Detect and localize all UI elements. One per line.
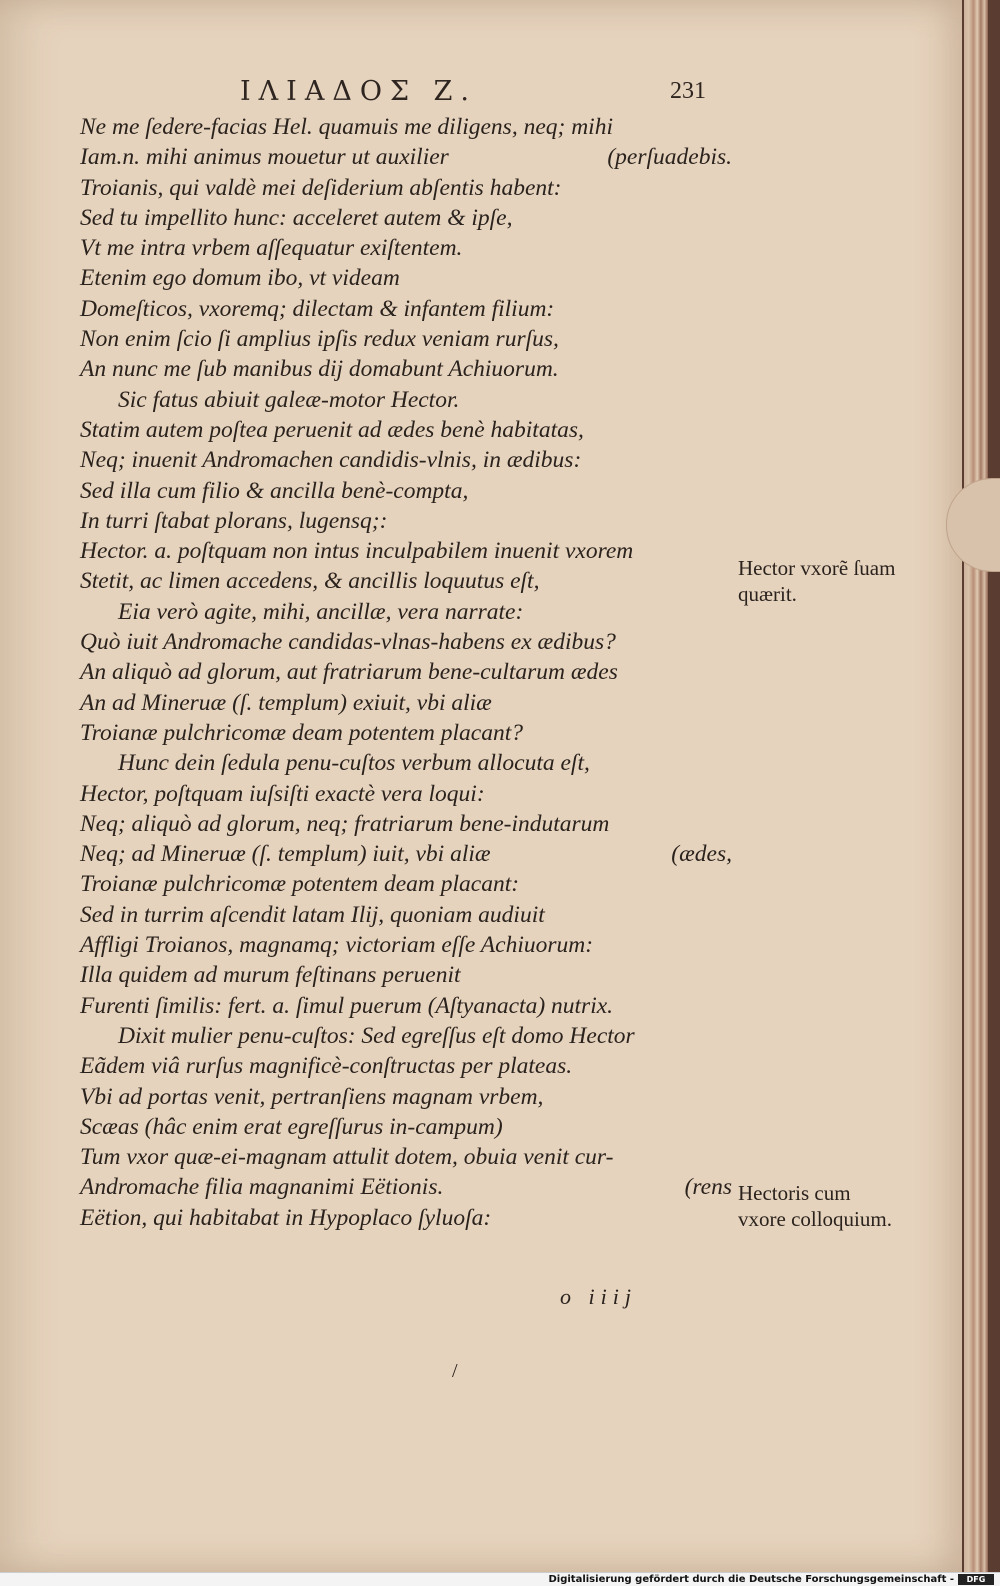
text-line-main: Neq; inuenit Andromachen candidis-vlnis, in ædibus: [80,447,582,474]
text-line [80,991,740,1021]
text-line [80,900,740,930]
text-line-main: Troianis, qui valdè mei deſiderium abſentis habent: [80,174,562,201]
text-line [80,930,740,960]
text-line [80,718,740,748]
text-line-main: Troianæ pulchricomæ potentem deam placant: [80,871,520,898]
text-line-main: An nunc me ſub manibus dij domabunt Achiuorum. [80,356,559,383]
text-line-main: Eëtion, qui habitabat in Hypoplaco ſyluoſa: [80,1204,492,1231]
text-line [80,536,740,566]
text-line-main: An ad Mineruæ (ſ. templum) exiuit, vbi aliæ [80,689,492,716]
text-line-main: Statim autem poſtea peruenit ad ædes benè habitatas, [80,416,584,443]
text-line-main: Neq; ad Mineruæ (ſ. templum) iuit, vbi aliæ [80,841,491,868]
verse-text [80,112,740,1233]
marginal-note: Hectoris cum vxore colloquium. [738,1181,892,1231]
text-line [80,142,740,172]
text-line-main: Hector, poſtquam iuſsiſti exactè vera loqui: [80,780,485,807]
text-line [80,657,740,687]
footer-bar [0,1572,1000,1586]
text-line [80,960,740,990]
text-line [80,476,740,506]
text-line-main: Quò iuit Andromache candidas-vlnas-habens ex ædibus? [80,629,616,656]
text-line [80,1082,740,1112]
text-line-main: Iam.n. mihi animus mouetur ut auxilier [80,144,449,171]
text-line-main: Sed illa cum filio & ancilla benè-compta, [80,477,469,504]
text-line-main: Scæas (hâc enim erat egreſſurus in-campum) [80,1113,503,1140]
text-line [80,566,740,596]
text-line [80,1142,740,1172]
text-line [80,839,740,869]
text-line [80,627,740,657]
text-line-main: Hector. a. poſtquam non intus inculpabilem inuenit vxorem [80,538,634,565]
text-line-main: Tum vxor quæ-ei-magnam attulit dotem, obuia venit cur- [80,1144,614,1171]
text-line [80,506,740,536]
text-line [80,748,740,778]
page-stack [964,0,988,1572]
text-line-main: Dixit mulier penu-cuſtos: Sed egreſſus eſt domo Hector [118,1022,635,1049]
text-line [80,173,740,203]
text-line [80,779,740,809]
text-line-main: Hunc dein ſedula penu-cuſtos verbum allocuta eſt, [118,750,590,777]
text-line [80,112,740,142]
running-head: ΙΛΙΑΔΟΣ Ζ. [240,76,477,107]
text-line [80,597,740,627]
text-line [80,688,740,718]
text-line [80,1112,740,1142]
footer-credit: Digitalisierung gefördert durch die Deutsche Forschungsgemeinschaft - [548,1574,954,1585]
text-line-main: Furenti ſimilis: fert. a. ſimul puerum (Aſtyanacta) nutrix. [80,992,614,1019]
text-line-main: Ne me ſedere-facias Hel. quamuis me diligens, neq; mihi [80,114,613,140]
page-header [0,76,962,112]
text-line-main: Domeſticos, vxoremq; dilectam & infantem filium: [80,295,555,322]
marginal-note: Hector vxorẽ ſuam quærit. [738,556,896,606]
text-line-main: Eia verò agite, mihi, ancillæ, vera narrate: [118,598,524,625]
text-line [80,1172,740,1202]
text-line [80,415,740,445]
text-line-main: Sed in turrim aſcendit latam Ilij, quoniam audiuit [80,901,545,928]
text-line [80,324,740,354]
text-line-main: Vbi ad portas venit, pertranſiens magnam vrbem, [80,1083,544,1110]
text-line-main: Vt me intra vrbem aſſequatur exiſtentem. [80,235,463,262]
text-line [80,263,740,293]
text-line-main: Non enim ſcio ſi amplius ipſis redux veniam rurſus, [80,326,559,353]
text-line-main: In turri ſtabat plorans, lugensq;: [80,507,388,534]
text-line [80,385,740,415]
text-line-turnover: (rens [684,1174,732,1201]
stray-mark: / [452,1360,458,1382]
text-line-main: Illa quidem ad murum feſtinans peruenit [80,962,461,989]
text-line [80,869,740,899]
text-line [80,1051,740,1081]
page-number: 231 [670,78,706,104]
text-line [80,1203,740,1233]
text-line-main: Etenim ego domum ibo, vt videam [80,265,400,292]
text-line [80,1021,740,1051]
text-line [80,294,740,324]
text-line-main: Andromache filia magnanimi Eëtionis. [80,1174,444,1201]
text-line-main: Stetit, ac limen accedens, & ancillis loquutus eſt, [80,568,540,595]
text-line [80,354,740,384]
text-line-main: Sic fatus abiuit galeæ-motor Hector. [118,386,460,413]
text-line-main: Neq; aliquò ad glorum, neq; fratriarum bene-indutarum [80,810,610,837]
dfg-logo: DFG [958,1574,994,1585]
text-line [80,233,740,263]
text-line-main: Affligi Troianos, magnamq; victoriam eſſe Achiuorum: [80,932,594,959]
text-line [80,809,740,839]
text-line-turnover: (ædes, [671,841,732,868]
text-line-main: Sed tu impellito hunc: acceleret autem & ipſe, [80,204,513,231]
text-line-main: An aliquò ad glorum, aut fratriarum bene-cultarum ædes [80,659,618,686]
signature-mark: o iiij [560,1284,637,1309]
text-line-main: Eãdem viâ rurſus magnificè-conſtructas per plateas. [80,1053,573,1080]
text-line-main: Troianæ pulchricomæ deam potentem placant? [80,719,523,746]
text-line-turnover: (perſuadebis. [607,144,732,171]
text-line [80,445,740,475]
text-line [80,203,740,233]
